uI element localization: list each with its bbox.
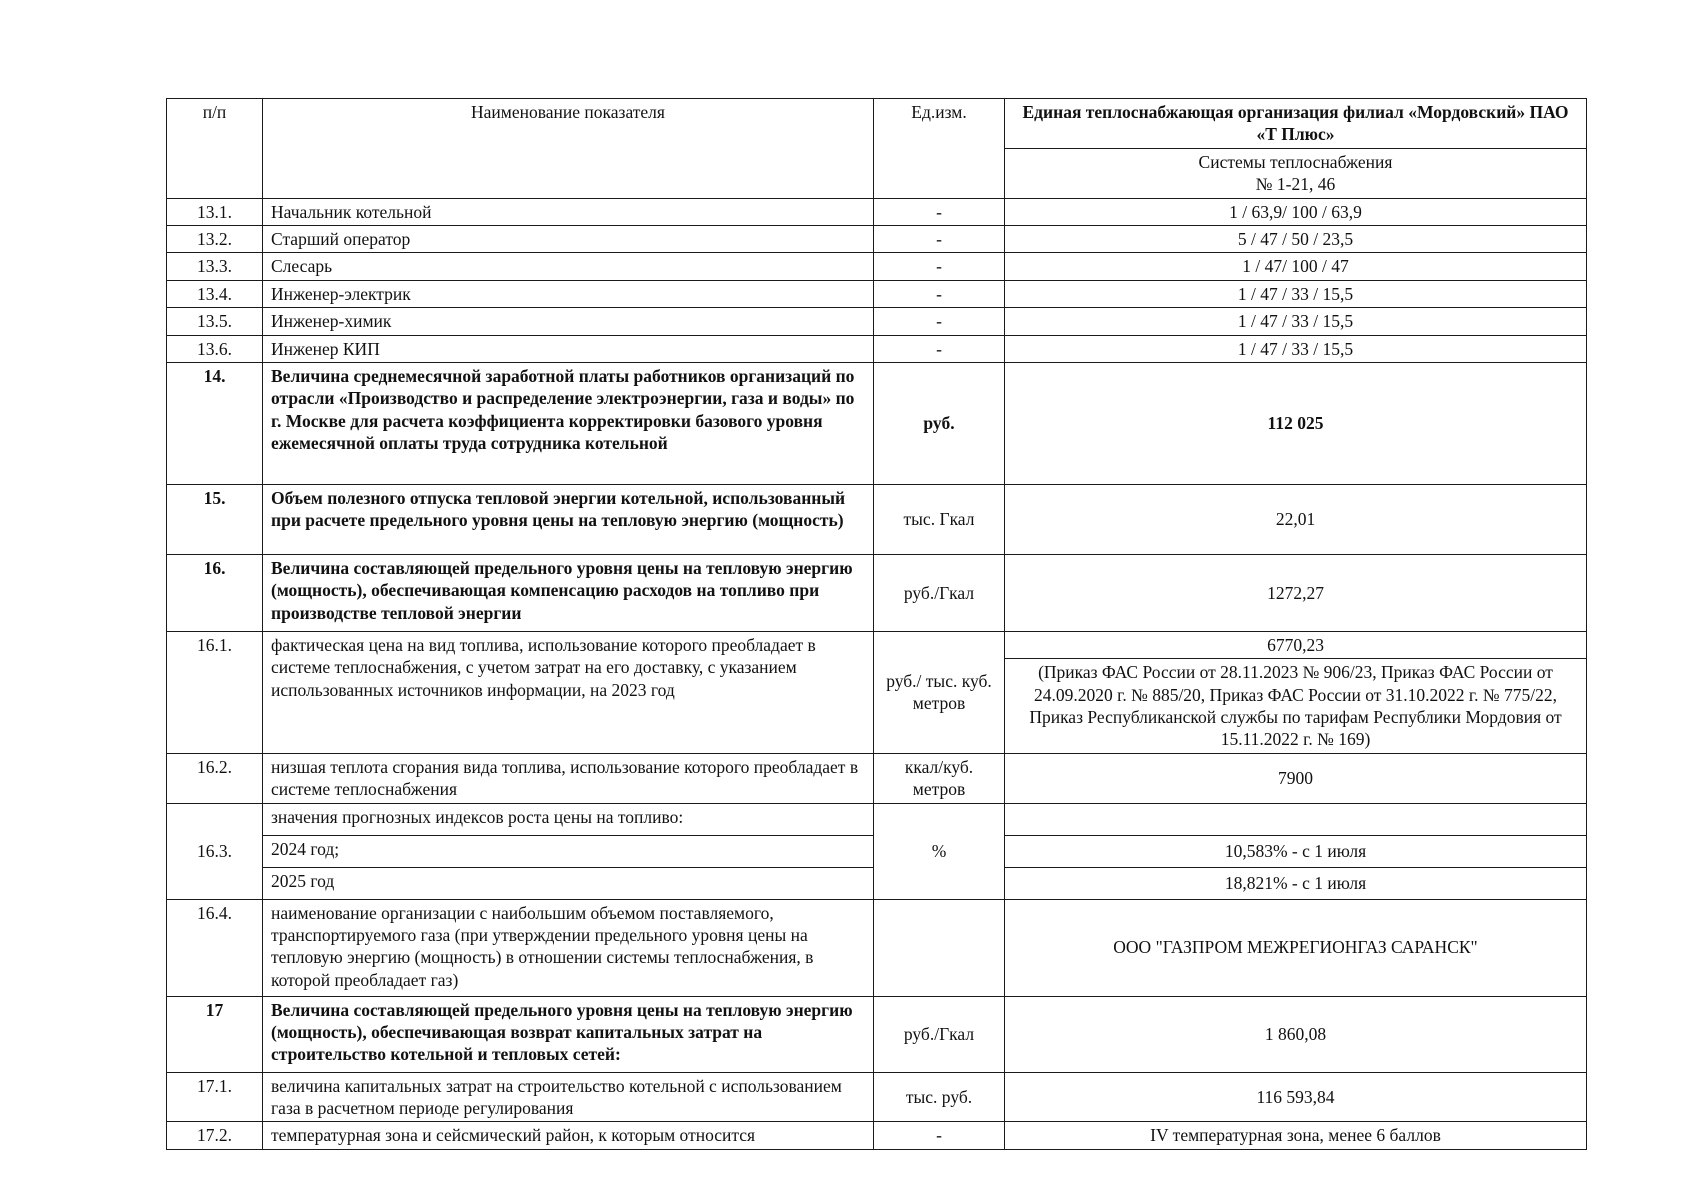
header-unit: Ед.изм. xyxy=(874,99,1005,199)
row-num: 16.3. xyxy=(167,803,263,899)
row-num: 17.2. xyxy=(167,1122,263,1149)
table-row xyxy=(167,996,1587,1072)
row-num: 16.4. xyxy=(167,899,263,996)
row-value: 112 025 xyxy=(1005,362,1587,484)
row-name: низшая теплота сгорания вида топлива, использование которого преобладает в системе теплоснабжения xyxy=(263,753,874,803)
row-unit: - xyxy=(874,280,1005,307)
row-value: 18,821% - с 1 июля xyxy=(1005,867,1587,899)
row-unit: - xyxy=(874,198,1005,225)
table-row xyxy=(167,899,1587,996)
table-row xyxy=(167,1122,1587,1149)
row-name: фактическая цена на вид топлива, использование которого преобладает в системе теплоснабжения, с учетом затрат на его доставку, с указанием использованных источников информации, на 2023 год xyxy=(263,631,874,753)
row-unit: руб./ тыс. куб. метров xyxy=(874,631,1005,753)
row-num: 13.1. xyxy=(167,198,263,225)
row-unit: % xyxy=(874,803,1005,899)
row-num: 14. xyxy=(167,362,263,484)
row-value: 1 / 47 / 33 / 15,5 xyxy=(1005,335,1587,362)
row-name: Инженер-химик xyxy=(263,308,874,335)
row-name: 2024 год; xyxy=(263,835,874,867)
table-row xyxy=(167,484,1587,554)
table-row xyxy=(167,308,1587,335)
row-num: 13.4. xyxy=(167,280,263,307)
row-name: Величина составляющей предельного уровня цены на тепловую энергию (мощность), обеспечивающая компенсацию расходов на топливо при производстве тепловой энергии xyxy=(263,554,874,631)
header-name: Наименование показателя xyxy=(263,99,874,199)
tariff-table xyxy=(166,98,1587,1150)
row-value: ООО "ГАЗПРОМ МЕЖРЕГИОНГАЗ САРАНСК" xyxy=(1005,899,1587,996)
row-num: 16. xyxy=(167,554,263,631)
row-name: Старший оператор xyxy=(263,225,874,252)
row-name: Инженер-электрик xyxy=(263,280,874,307)
table-row xyxy=(167,253,1587,280)
row-value: 10,583% - с 1 июля xyxy=(1005,835,1587,867)
row-num: 17 xyxy=(167,996,263,1072)
row-unit: - xyxy=(874,308,1005,335)
row-value: 7900 xyxy=(1005,753,1587,803)
header-org: Единая теплоснабжающая организация филиал «Мордовский» ПАО «Т Плюс» xyxy=(1005,99,1587,149)
row-name: температурная зона и сейсмический район, к которым относится xyxy=(263,1122,874,1149)
row-unit: тыс. руб. xyxy=(874,1072,1005,1122)
row-value: 1 / 47/ 100 / 47 xyxy=(1005,253,1587,280)
row-value: 116 593,84 xyxy=(1005,1072,1587,1122)
row-num: 15. xyxy=(167,484,263,554)
row-name: Начальник котельной xyxy=(263,198,874,225)
row-value: 1 860,08 xyxy=(1005,996,1587,1072)
row-name: Величина составляющей предельного уровня цены на тепловую энергию (мощность), обеспечивающая возврат капитальных затрат на строительство котельной и тепловых сетей: xyxy=(263,996,874,1072)
header-systems-line1: Системы теплоснабжения xyxy=(1198,151,1393,172)
table-row xyxy=(167,335,1587,362)
header-systems-line2: № 1-21, 46 xyxy=(1255,174,1336,195)
row-name: Объем полезного отпуска тепловой энергии котельной, использованный при расчете предельного уровня цены на тепловую энергию (мощность) xyxy=(263,484,874,554)
row-name: величина капитальных затрат на строительство котельной с использованием газа в расчетном периоде регулирования xyxy=(263,1072,874,1122)
row-num: 13.6. xyxy=(167,335,263,362)
row-num: 13.3. xyxy=(167,253,263,280)
row-name: значения прогнозных индексов роста цены на топливо: xyxy=(263,803,874,835)
row-unit: - xyxy=(874,225,1005,252)
row-unit: - xyxy=(874,335,1005,362)
row-value: 1 / 47 / 33 / 15,5 xyxy=(1005,280,1587,307)
table-header-row xyxy=(167,99,1587,149)
row-unit: - xyxy=(874,1122,1005,1149)
row-value: 5 / 47 / 50 / 23,5 xyxy=(1005,225,1587,252)
row-value: IV температурная зона, менее 6 баллов xyxy=(1005,1122,1587,1149)
table-row xyxy=(167,1072,1587,1122)
row-num: 17.1. xyxy=(167,1072,263,1122)
row-name: 2025 год xyxy=(263,867,874,899)
row-value: 6770,23 xyxy=(1005,631,1587,658)
row-name: Слесарь xyxy=(263,253,874,280)
table-row xyxy=(167,362,1587,484)
row-value: 1 / 47 / 33 / 15,5 xyxy=(1005,308,1587,335)
table-row xyxy=(167,753,1587,803)
table-row xyxy=(167,225,1587,252)
row-unit: руб./Гкал xyxy=(874,996,1005,1072)
row-unit xyxy=(874,899,1005,996)
table-row xyxy=(167,554,1587,631)
row-num: 16.1. xyxy=(167,631,263,753)
row-name: Величина среднемесячной заработной платы работников организаций по отрасли «Производство и распределение электроэнергии, газа и воды» по г. Москве для расчета коэффициента корректировки базового уровня ежемесячной оплаты труда сотрудника котельной xyxy=(263,362,874,484)
table-row xyxy=(167,280,1587,307)
row-unit: - xyxy=(874,253,1005,280)
header-systems xyxy=(1005,148,1587,198)
row-unit: ккал/куб. метров xyxy=(874,753,1005,803)
header-num: п/п xyxy=(167,99,263,199)
row-value: 1272,27 xyxy=(1005,554,1587,631)
table-row xyxy=(167,631,1587,658)
row-unit: руб. xyxy=(874,362,1005,484)
row-value: 1 / 63,9/ 100 / 63,9 xyxy=(1005,198,1587,225)
table-row xyxy=(167,803,1587,835)
row-name: Инженер КИП xyxy=(263,335,874,362)
row-num: 16.2. xyxy=(167,753,263,803)
row-source: (Приказ ФАС России от 28.11.2023 № 906/23, Приказ ФАС России от 24.09.2020 г. № 885/20, Приказ ФАС России от 31.10.2022 г. № 775/22, Приказ Республиканской службы по тарифам Республики Мордовия от 15.11.2022 г. № 169) xyxy=(1005,659,1587,754)
row-num: 13.5. xyxy=(167,308,263,335)
row-unit: руб./Гкал xyxy=(874,554,1005,631)
row-value: 22,01 xyxy=(1005,484,1587,554)
document-page xyxy=(166,98,1586,1150)
row-value xyxy=(1005,803,1587,835)
row-name: наименование организации с наибольшим объемом поставляемого, транспортируемого газа (при утверждении предельного уровня цены на тепловую энергию (мощность) в отношении системы теплоснабжения, в которой преобладает газ) xyxy=(263,899,874,996)
row-unit: тыс. Гкал xyxy=(874,484,1005,554)
row-num: 13.2. xyxy=(167,225,263,252)
table-row xyxy=(167,198,1587,225)
